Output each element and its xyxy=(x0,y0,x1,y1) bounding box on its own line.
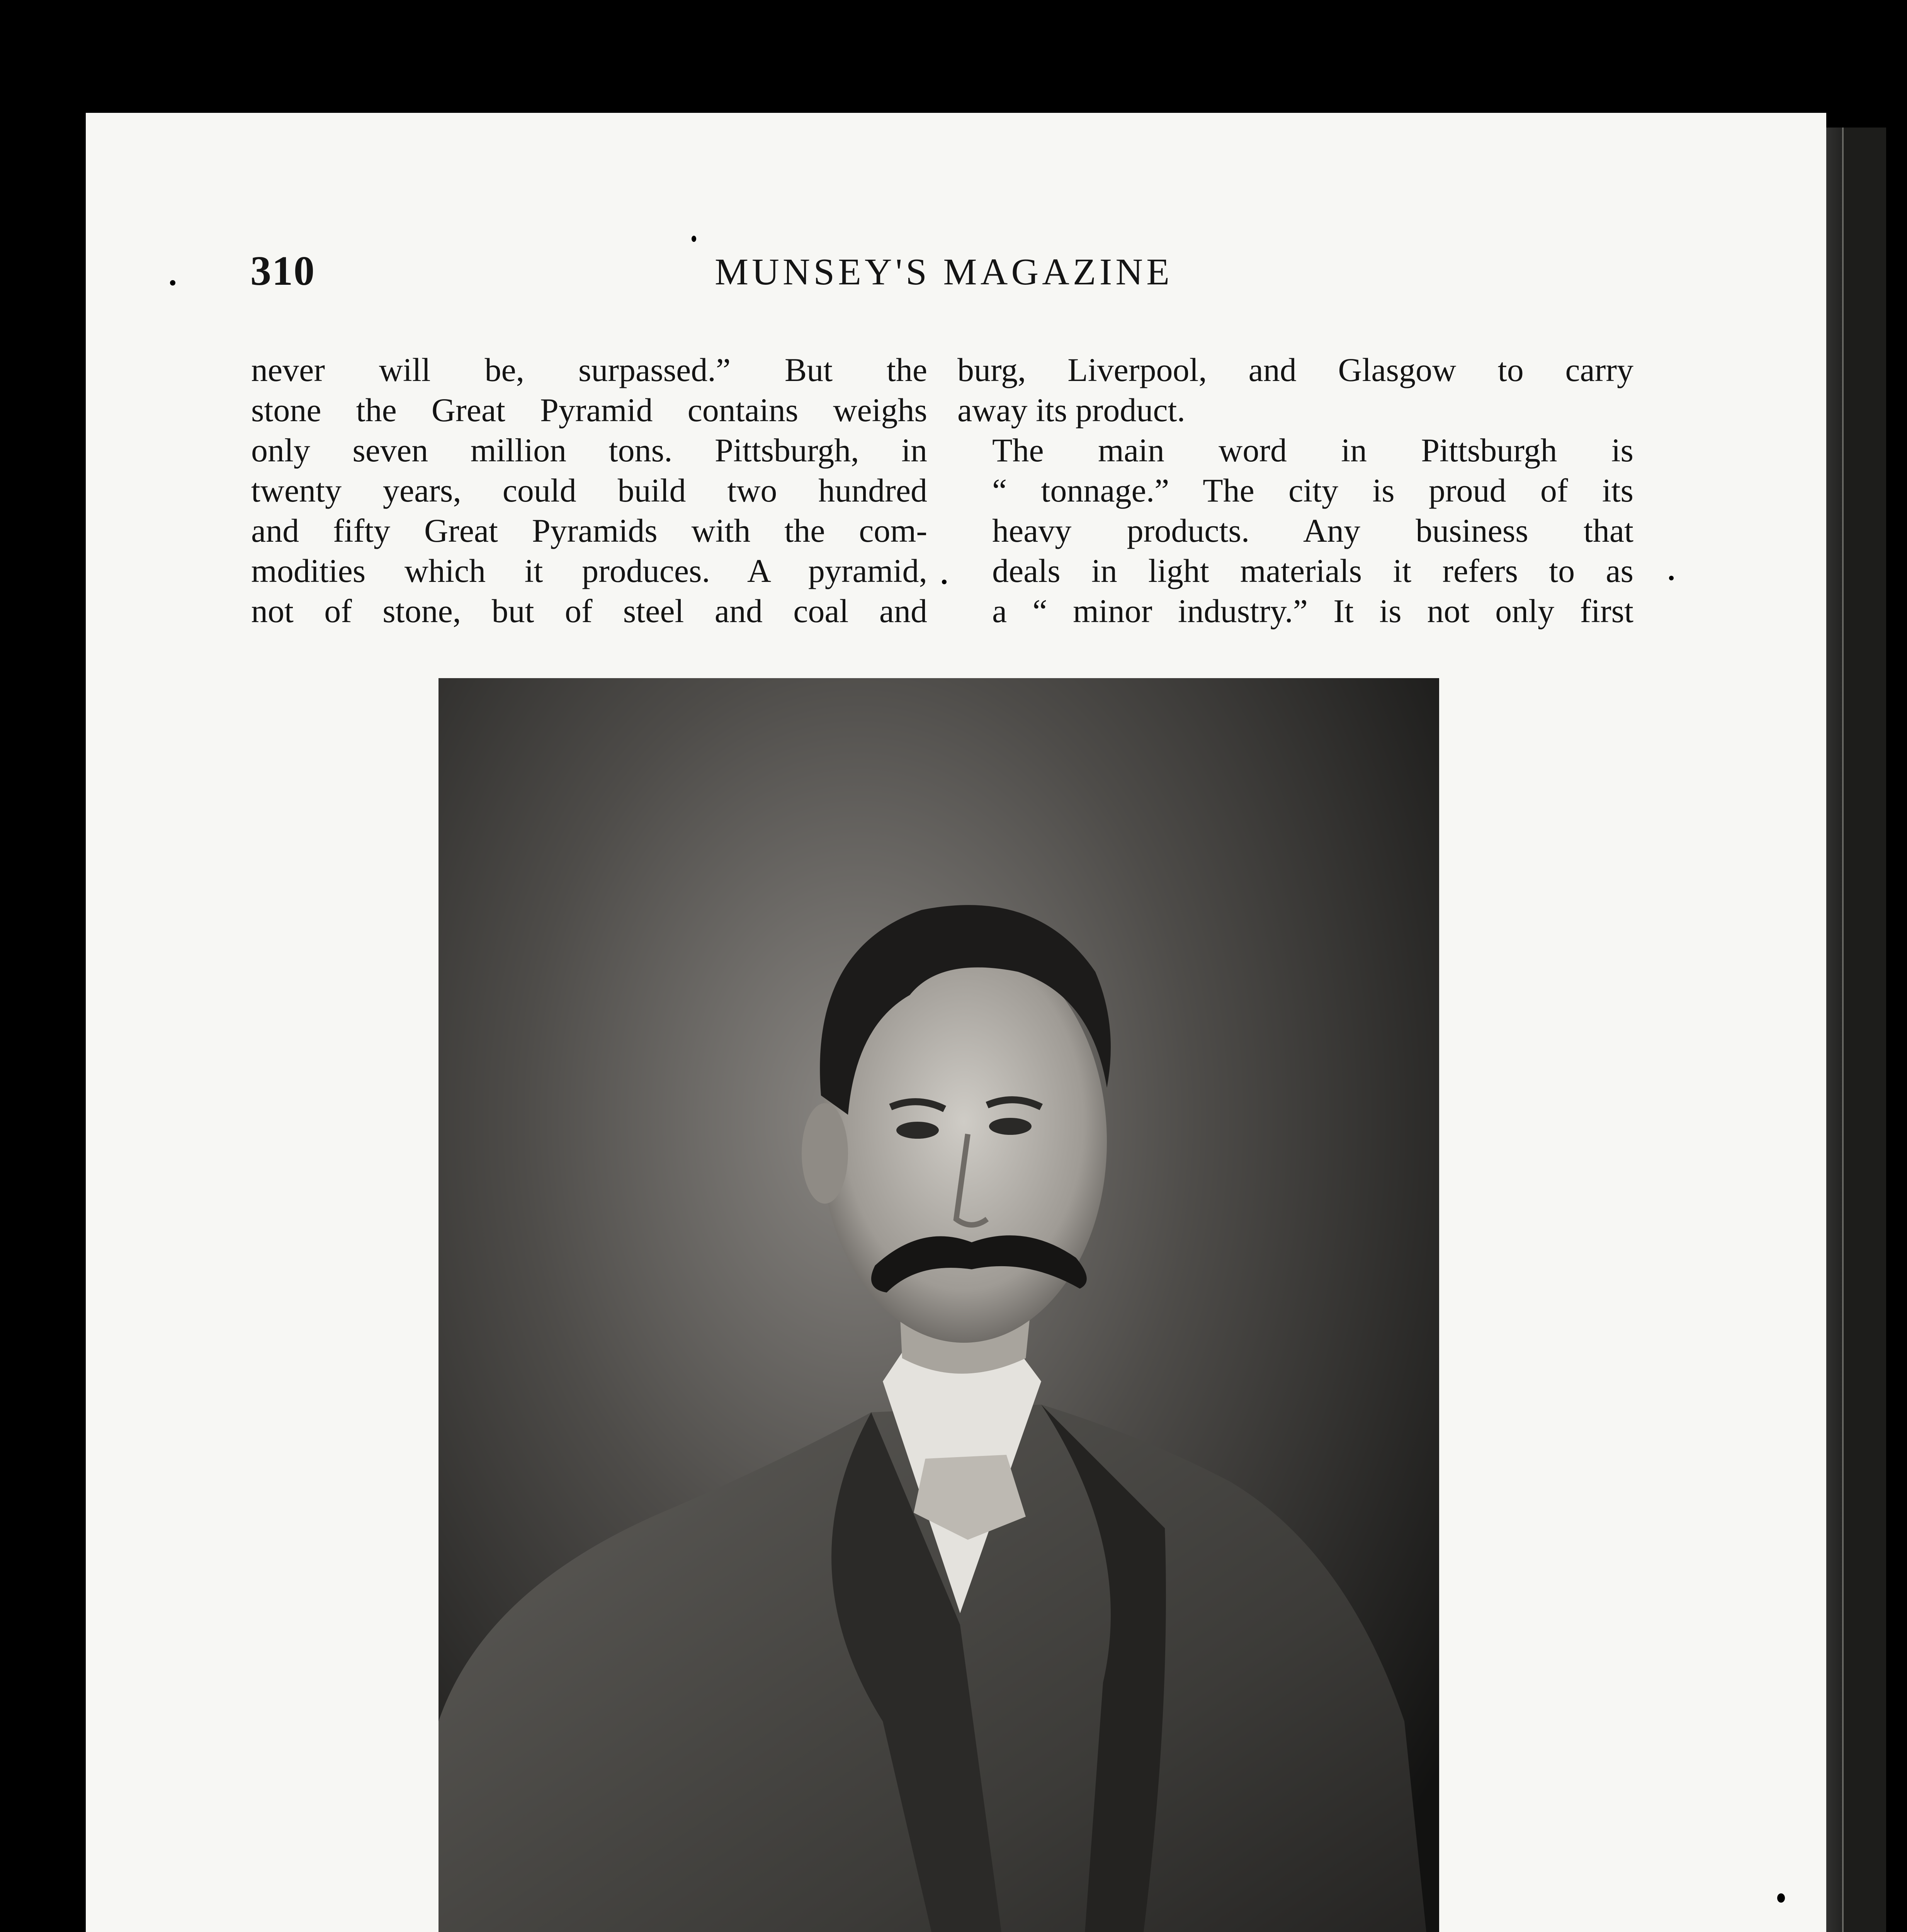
page-number: 310 xyxy=(250,248,315,294)
text-line: The main word in Pittsburgh is xyxy=(992,432,1633,469)
text-line: not of stone, but of steel and coal and xyxy=(251,592,927,629)
paragraph xyxy=(957,430,1633,631)
portrait-photograph xyxy=(439,678,1439,1932)
scan-speck xyxy=(942,580,947,584)
running-title: MUNSEY'S MAGAZINE xyxy=(714,251,1173,293)
text-column-top-left xyxy=(251,350,927,631)
paragraph xyxy=(957,350,1633,430)
text-line: a “ minor industry.” It is not only first xyxy=(992,592,1633,629)
adjacent-page-edge xyxy=(1842,128,1886,1932)
text-line: “ tonnage.” The city is proud of its xyxy=(992,472,1633,509)
text-line: stone the Great Pyramid contains weighs xyxy=(251,391,927,429)
text-line: never will be, surpassed.” But the xyxy=(251,351,927,388)
scan-speck xyxy=(1669,576,1674,580)
text-line: burg, Liverpool, and Glasgow to carry xyxy=(957,351,1633,388)
text-line: and fifty Great Pyramids with the com- xyxy=(251,512,927,549)
text-line: deals in light materials it refers to as xyxy=(992,552,1633,589)
scan-speck xyxy=(170,280,175,286)
text-line: modities which it produces. A pyramid, xyxy=(251,552,927,589)
text-line: twenty years, could build two hundred xyxy=(251,472,927,509)
paragraph xyxy=(251,350,927,631)
scan-speck xyxy=(692,236,696,242)
page-header xyxy=(250,247,1637,309)
text-line: away its product. xyxy=(957,391,1185,429)
scan-speck xyxy=(1777,1893,1785,1903)
text-line: only seven million tons. Pittsburgh, in xyxy=(251,432,927,469)
portrait-illustration xyxy=(439,678,1439,1932)
text-line: heavy products. Any business that xyxy=(992,512,1633,549)
text-column-top-right xyxy=(957,350,1633,631)
